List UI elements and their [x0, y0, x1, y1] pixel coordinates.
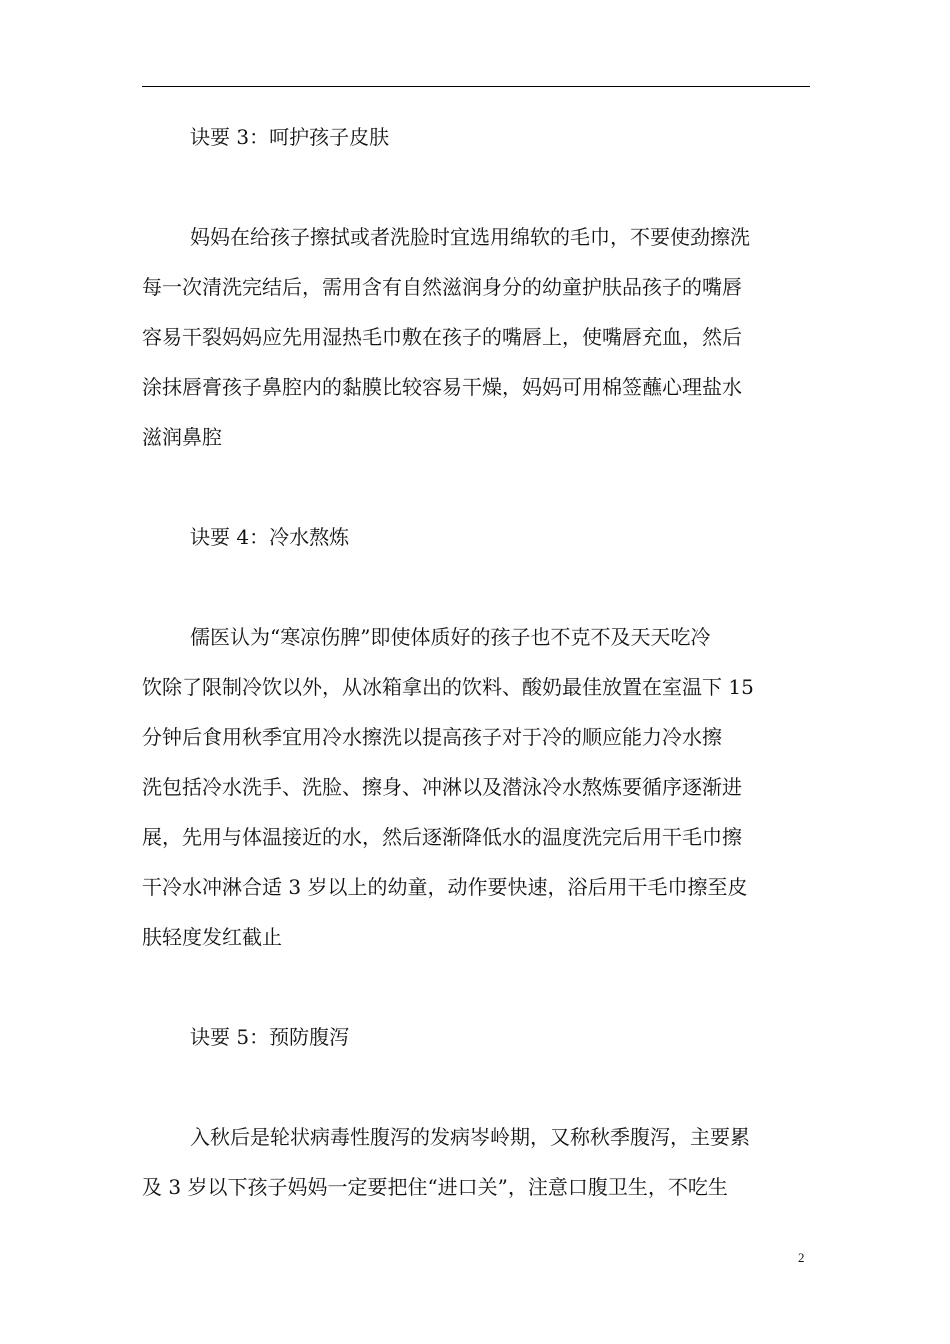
paragraph-line: 及 3 岁以下孩子妈妈一定要把住“进口关”，注意口腹卫生，不吃生 — [142, 1175, 728, 1199]
spacer — [142, 462, 810, 512]
paragraph-line: 饮除了限制冷饮以外，从冰箱拿出的饮料、酸奶最佳放置在室温下 15 — [142, 675, 754, 699]
paragraph-line: 每一次清洗完结后，需用含有自然滋润身分的幼童护肤品孩子的嘴唇 — [142, 275, 742, 299]
section-paragraph — [142, 612, 810, 962]
paragraph-line: 涂抹唇膏孩子鼻腔内的黏膜比较容易干燥，妈妈可用棉签蘸心理盐水 — [142, 375, 742, 399]
section-heading: 诀要 4：冷水熬炼 — [190, 525, 350, 549]
paragraph-line: 干冷水冲淋合适 3 岁以上的幼童，动作要快速，浴后用干毛巾擦至皮 — [142, 875, 748, 899]
paragraph-line: 滋润鼻腔 — [142, 425, 222, 449]
document-body — [142, 112, 810, 1212]
spacer — [142, 1062, 810, 1112]
paragraph-line: 容易干裂妈妈应先用湿热毛巾敷在孩子的嘴唇上，使嘴唇充血，然后 — [142, 325, 742, 349]
paragraph-line: 洗包括冷水洗手、洗脸、擦身、冲淋以及潜泳冷水熬炼要循序逐渐进 — [142, 775, 742, 799]
spacer — [142, 562, 810, 612]
section-paragraph — [142, 1112, 810, 1212]
paragraph-line: 分钟后食用秋季宜用冷水擦洗以提高孩子对于冷的顺应能力冷水擦 — [142, 725, 722, 749]
spacer — [142, 162, 810, 212]
section-paragraph — [142, 212, 810, 462]
page-number: 2 — [798, 1250, 805, 1265]
paragraph-line: 肤轻度发红截止 — [142, 925, 282, 949]
spacer — [142, 962, 810, 1012]
paragraph-line: 儒医认为“寒凉伤脾”即使体质好的孩子也不克不及天天吃冷 — [190, 625, 711, 649]
paragraph-line: 妈妈在给孩子擦拭或者洗脸时宜选用绵软的毛巾，不要使劲擦洗 — [190, 225, 750, 249]
paragraph-line: 展，先用与体温接近的水，然后逐渐降低水的温度洗完后用干毛巾擦 — [142, 825, 742, 849]
section-heading: 诀要 5：预防腹泻 — [190, 1025, 350, 1049]
header-rule — [142, 86, 810, 87]
paragraph-line: 入秋后是轮状病毒性腹泻的发病岑岭期，又称秋季腹泻，主要累 — [190, 1125, 750, 1149]
section-heading: 诀要 3：呵护孩子皮肤 — [190, 125, 390, 149]
